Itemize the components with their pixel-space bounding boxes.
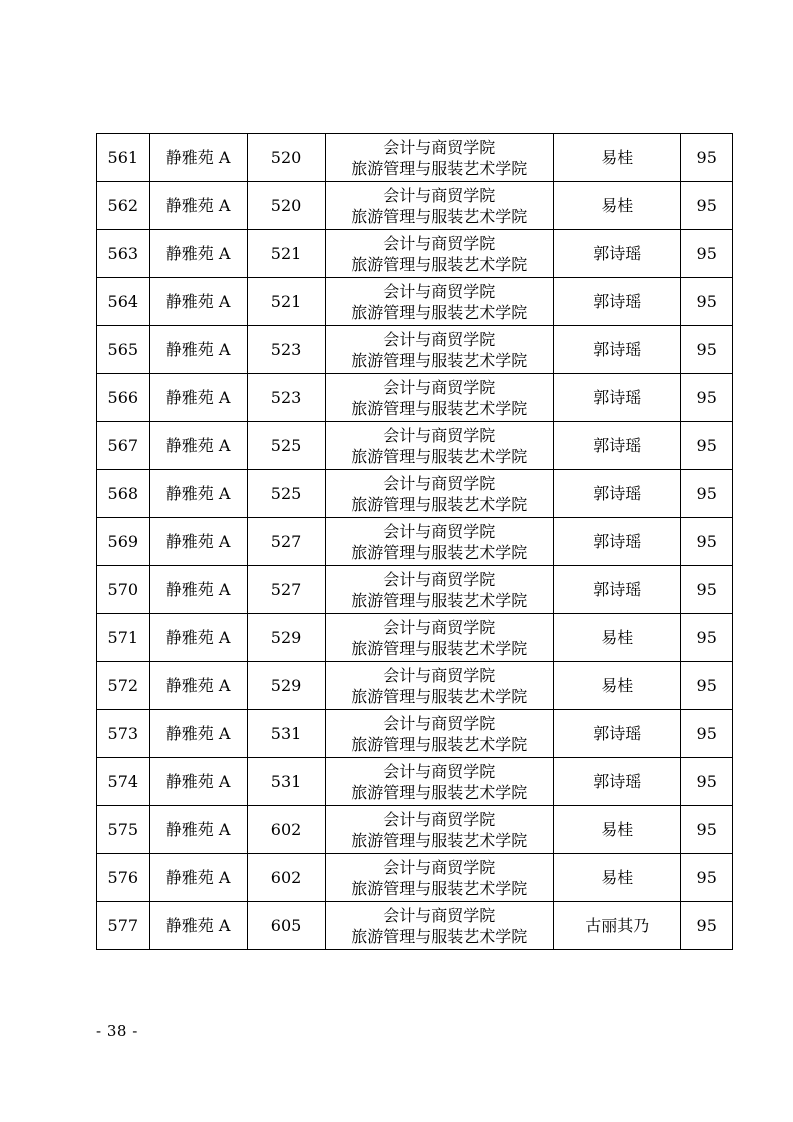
person-in-charge-cell: 郭诗瑶	[554, 422, 681, 470]
college-line-2: 旅游管理与服装艺术学院	[351, 446, 528, 466]
college-cell	[325, 662, 554, 710]
college-line-1: 会计与商贸学院	[383, 377, 496, 397]
college-line-1: 会计与商贸学院	[383, 473, 496, 493]
row-index-cell: 567	[97, 422, 150, 470]
score-cell: 95	[681, 374, 733, 422]
person-in-charge-cell: 郭诗瑶	[554, 566, 681, 614]
room-number-cell: 521	[247, 278, 325, 326]
table-row	[97, 230, 733, 278]
building-cell: 静雅苑 A	[149, 278, 247, 326]
row-index-cell: 570	[97, 566, 150, 614]
college-cell	[325, 566, 554, 614]
score-cell: 95	[681, 182, 733, 230]
dormitory-score-table	[96, 133, 733, 950]
row-index-cell: 569	[97, 518, 150, 566]
person-in-charge-cell: 易桂	[554, 182, 681, 230]
row-index-cell: 573	[97, 710, 150, 758]
college-cell	[325, 326, 554, 374]
table-body	[97, 134, 733, 950]
college-line-1: 会计与商贸学院	[383, 521, 496, 541]
score-cell: 95	[681, 422, 733, 470]
table-row	[97, 326, 733, 374]
room-number-cell: 602	[247, 806, 325, 854]
college-cell	[325, 614, 554, 662]
table-row	[97, 182, 733, 230]
person-in-charge-cell: 郭诗瑶	[554, 374, 681, 422]
college-line-1: 会计与商贸学院	[383, 281, 496, 301]
person-in-charge-cell: 郭诗瑶	[554, 470, 681, 518]
building-cell: 静雅苑 A	[149, 326, 247, 374]
table-row	[97, 902, 733, 950]
row-index-cell: 568	[97, 470, 150, 518]
score-cell: 95	[681, 230, 733, 278]
table-row	[97, 854, 733, 902]
building-cell: 静雅苑 A	[149, 614, 247, 662]
person-in-charge-cell: 易桂	[554, 614, 681, 662]
table-row	[97, 374, 733, 422]
table-row	[97, 806, 733, 854]
room-number-cell: 520	[247, 182, 325, 230]
building-cell: 静雅苑 A	[149, 422, 247, 470]
college-cell	[325, 854, 554, 902]
person-in-charge-cell: 易桂	[554, 806, 681, 854]
building-cell: 静雅苑 A	[149, 902, 247, 950]
college-cell	[325, 230, 554, 278]
college-cell	[325, 710, 554, 758]
row-index-cell: 563	[97, 230, 150, 278]
college-line-1: 会计与商贸学院	[383, 761, 496, 781]
college-line-2: 旅游管理与服装艺术学院	[351, 494, 528, 514]
person-in-charge-cell: 郭诗瑶	[554, 518, 681, 566]
college-cell	[325, 374, 554, 422]
college-cell	[325, 182, 554, 230]
page-number: - 38 -	[96, 1022, 138, 1040]
building-cell: 静雅苑 A	[149, 758, 247, 806]
college-cell	[325, 758, 554, 806]
score-cell: 95	[681, 278, 733, 326]
table-row	[97, 566, 733, 614]
college-cell	[325, 518, 554, 566]
college-line-2: 旅游管理与服装艺术学院	[351, 206, 528, 226]
room-number-cell: 523	[247, 374, 325, 422]
room-number-cell: 529	[247, 614, 325, 662]
college-cell	[325, 806, 554, 854]
person-in-charge-cell: 易桂	[554, 662, 681, 710]
table-row	[97, 614, 733, 662]
building-cell: 静雅苑 A	[149, 182, 247, 230]
college-cell	[325, 278, 554, 326]
building-cell: 静雅苑 A	[149, 230, 247, 278]
row-index-cell: 562	[97, 182, 150, 230]
college-cell	[325, 470, 554, 518]
row-index-cell: 566	[97, 374, 150, 422]
college-line-1: 会计与商贸学院	[383, 233, 496, 253]
row-index-cell: 575	[97, 806, 150, 854]
score-cell: 95	[681, 134, 733, 182]
person-in-charge-cell: 郭诗瑶	[554, 230, 681, 278]
person-in-charge-cell: 郭诗瑶	[554, 326, 681, 374]
score-cell: 95	[681, 470, 733, 518]
room-number-cell: 521	[247, 230, 325, 278]
score-cell: 95	[681, 758, 733, 806]
table-row	[97, 662, 733, 710]
score-cell: 95	[681, 710, 733, 758]
college-line-2: 旅游管理与服装艺术学院	[351, 638, 528, 658]
college-line-1: 会计与商贸学院	[383, 137, 496, 157]
college-line-2: 旅游管理与服装艺术学院	[351, 350, 528, 370]
college-line-1: 会计与商贸学院	[383, 425, 496, 445]
row-index-cell: 574	[97, 758, 150, 806]
building-cell: 静雅苑 A	[149, 806, 247, 854]
college-line-1: 会计与商贸学院	[383, 617, 496, 637]
score-cell: 95	[681, 518, 733, 566]
room-number-cell: 529	[247, 662, 325, 710]
college-line-2: 旅游管理与服装艺术学院	[351, 926, 528, 946]
building-cell: 静雅苑 A	[149, 470, 247, 518]
score-cell: 95	[681, 326, 733, 374]
row-index-cell: 572	[97, 662, 150, 710]
room-number-cell: 527	[247, 566, 325, 614]
college-line-1: 会计与商贸学院	[383, 905, 496, 925]
person-in-charge-cell: 易桂	[554, 854, 681, 902]
row-index-cell: 564	[97, 278, 150, 326]
score-cell: 95	[681, 854, 733, 902]
table-row	[97, 422, 733, 470]
college-line-2: 旅游管理与服装艺术学院	[351, 734, 528, 754]
college-line-2: 旅游管理与服装艺术学院	[351, 542, 528, 562]
room-number-cell: 602	[247, 854, 325, 902]
college-line-2: 旅游管理与服装艺术学院	[351, 302, 528, 322]
score-cell: 95	[681, 614, 733, 662]
row-index-cell: 571	[97, 614, 150, 662]
room-number-cell: 605	[247, 902, 325, 950]
college-line-2: 旅游管理与服装艺术学院	[351, 782, 528, 802]
college-line-1: 会计与商贸学院	[383, 185, 496, 205]
room-number-cell: 527	[247, 518, 325, 566]
building-cell: 静雅苑 A	[149, 134, 247, 182]
building-cell: 静雅苑 A	[149, 374, 247, 422]
table-row	[97, 278, 733, 326]
room-number-cell: 525	[247, 470, 325, 518]
table-row	[97, 758, 733, 806]
table-row	[97, 518, 733, 566]
score-cell: 95	[681, 902, 733, 950]
row-index-cell: 565	[97, 326, 150, 374]
college-line-2: 旅游管理与服装艺术学院	[351, 686, 528, 706]
table-row	[97, 710, 733, 758]
row-index-cell: 576	[97, 854, 150, 902]
room-number-cell: 531	[247, 758, 325, 806]
college-line-1: 会计与商贸学院	[383, 713, 496, 733]
college-line-1: 会计与商贸学院	[383, 809, 496, 829]
college-line-1: 会计与商贸学院	[383, 665, 496, 685]
building-cell: 静雅苑 A	[149, 710, 247, 758]
college-line-1: 会计与商贸学院	[383, 857, 496, 877]
room-number-cell: 531	[247, 710, 325, 758]
room-number-cell: 523	[247, 326, 325, 374]
person-in-charge-cell: 易桂	[554, 134, 681, 182]
score-cell: 95	[681, 662, 733, 710]
score-cell: 95	[681, 566, 733, 614]
building-cell: 静雅苑 A	[149, 518, 247, 566]
college-cell	[325, 902, 554, 950]
table-row	[97, 134, 733, 182]
person-in-charge-cell: 郭诗瑶	[554, 710, 681, 758]
college-line-2: 旅游管理与服装艺术学院	[351, 878, 528, 898]
room-number-cell: 525	[247, 422, 325, 470]
college-line-2: 旅游管理与服装艺术学院	[351, 590, 528, 610]
table-row	[97, 470, 733, 518]
row-index-cell: 577	[97, 902, 150, 950]
building-cell: 静雅苑 A	[149, 854, 247, 902]
college-line-1: 会计与商贸学院	[383, 569, 496, 589]
college-line-1: 会计与商贸学院	[383, 329, 496, 349]
college-line-2: 旅游管理与服装艺术学院	[351, 830, 528, 850]
building-cell: 静雅苑 A	[149, 566, 247, 614]
building-cell: 静雅苑 A	[149, 662, 247, 710]
person-in-charge-cell: 郭诗瑶	[554, 758, 681, 806]
college-line-2: 旅游管理与服装艺术学院	[351, 254, 528, 274]
row-index-cell: 561	[97, 134, 150, 182]
person-in-charge-cell: 郭诗瑶	[554, 278, 681, 326]
college-cell	[325, 134, 554, 182]
score-cell: 95	[681, 806, 733, 854]
college-cell	[325, 422, 554, 470]
college-line-2: 旅游管理与服装艺术学院	[351, 398, 528, 418]
college-line-2: 旅游管理与服装艺术学院	[351, 158, 528, 178]
person-in-charge-cell: 古丽其乃	[554, 902, 681, 950]
room-number-cell: 520	[247, 134, 325, 182]
